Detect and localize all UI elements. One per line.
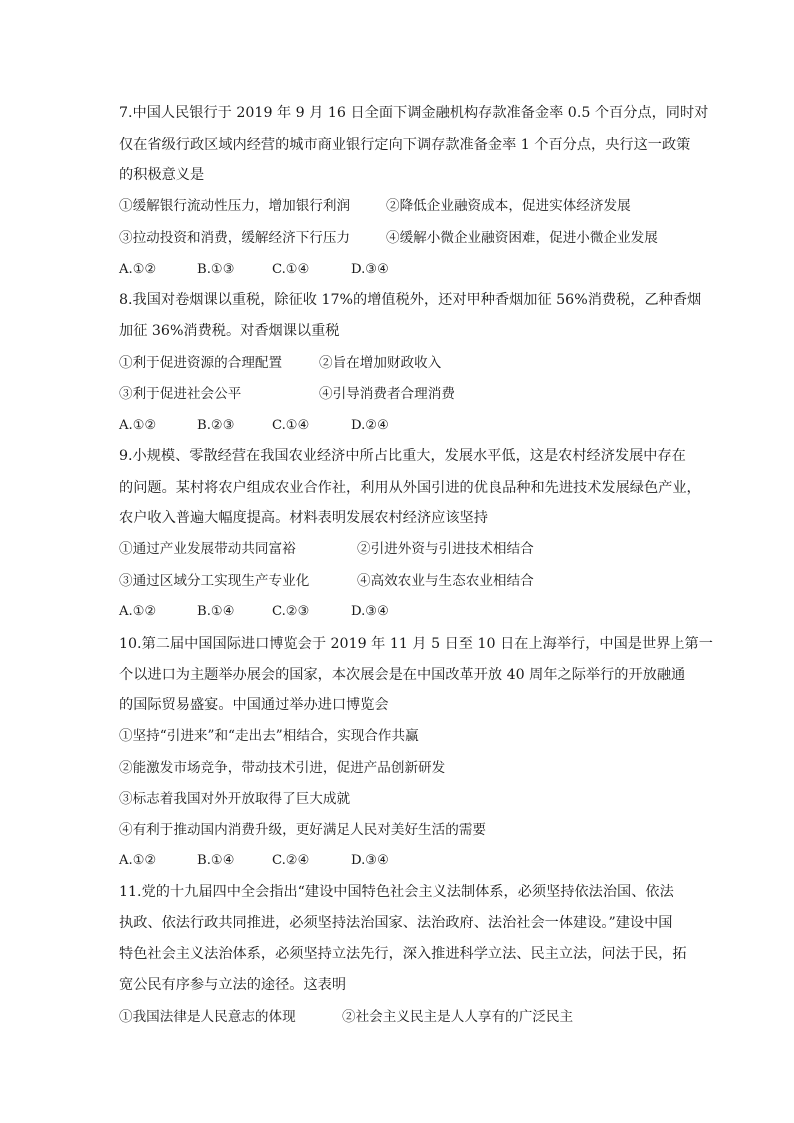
q7-answer-a: A.①② bbox=[119, 262, 157, 277]
q8-answer-c: C.①④ bbox=[272, 418, 310, 433]
q11-option-row-1 bbox=[119, 1009, 679, 1025]
q7-answer-row bbox=[119, 262, 679, 278]
q10-answer-a: A.①② bbox=[119, 853, 157, 868]
q9-answer-b: B.①④ bbox=[197, 604, 235, 619]
q8-option-4: ④引导消费者合理消费 bbox=[319, 386, 455, 402]
q11-stem-line-2: 执政、依法行政共同推进，必须坚持法治国家、法治政府、法治社会一体建设。”建设中国 bbox=[119, 915, 673, 931]
q11-option-1: ①我国法律是人民意志的体现 bbox=[119, 1009, 296, 1025]
q10-option-4: ④有利于推动国内消费升级，更好满足人民对美好生活的需要 bbox=[119, 822, 487, 838]
q9-answer-d: D.③④ bbox=[351, 604, 389, 619]
q10-answer-row bbox=[119, 853, 679, 869]
q10-answer-b: B.①④ bbox=[197, 853, 235, 868]
q7-answer-d: D.③④ bbox=[351, 262, 389, 277]
q7-option-3: ③拉动投资和消费，缓解经济下行压力 bbox=[119, 230, 351, 246]
q10-answer-c: C.②④ bbox=[272, 853, 310, 868]
q8-answer-row bbox=[119, 418, 679, 434]
q10-option-3: ③标志着我国对外开放取得了巨大成就 bbox=[119, 791, 351, 807]
q11-stem-line-4: 宽公民有序参与立法的途径。这表明 bbox=[119, 977, 347, 993]
q7-option-row-2 bbox=[119, 230, 679, 246]
q7-option-row-1 bbox=[119, 198, 679, 214]
q8-option-3: ③利于促进社会公平 bbox=[119, 386, 242, 402]
q9-stem-line-3: 农户收入普遍大幅度提高。材料表明发展农村经济应该坚持 bbox=[119, 510, 488, 526]
q10-option-2: ②能激发市场竞争，带动技术引进，促进产品创新研发 bbox=[119, 760, 446, 776]
q8-answer-b: B.②③ bbox=[197, 418, 235, 433]
q8-stem-line-2: 加征 36%消费税。对香烟课以重税 bbox=[119, 323, 340, 339]
q8-answer-d: D.②④ bbox=[351, 418, 389, 433]
q10-stem-line-2: 个以进口为主题举办展会的国家，本次展会是在中国改革开放 40 周年之际举行的开放融通 bbox=[119, 667, 686, 683]
q7-stem-line-1: 7.中国人民银行于 2019 年 9 月 16 日全面下调金融机构存款准备金率 0.5 个百分点，同时对 bbox=[119, 105, 709, 121]
q11-option-2: ②社会主义民主是人人享有的广泛民主 bbox=[342, 1009, 574, 1025]
q10-option-1: ①坚持“引进来”和“走出去”相结合，实现合作共赢 bbox=[119, 728, 419, 744]
q8-stem-line-1: 8.我国对卷烟课以重税，除征收 17%的增值税外，还对甲种香烟加征 56%消费税，乙种香烟 bbox=[119, 292, 702, 308]
q7-answer-c: C.①④ bbox=[272, 262, 310, 277]
q7-stem-line-2: 仅在省级行政区域内经营的城市商业银行定向下调存款准备金率 1 个百分点，央行这一政策 bbox=[119, 137, 691, 153]
q10-stem-line-3: 的国际贸易盛宴。中国通过举办进口博览会 bbox=[119, 697, 389, 713]
q7-stem-line-3: 的积极意义是 bbox=[119, 167, 205, 183]
q9-answer-a: A.①② bbox=[119, 604, 157, 619]
q9-option-4: ④高效农业与生态农业相结合 bbox=[357, 573, 534, 589]
q7-option-2: ②降低企业融资成本，促进实体经济发展 bbox=[386, 198, 631, 214]
q9-answer-c: C.②③ bbox=[272, 604, 310, 619]
q7-option-4: ④缓解小微企业融资困难，促进小微企业发展 bbox=[386, 230, 658, 246]
q9-option-row-2 bbox=[119, 573, 679, 589]
q7-answer-b: B.①③ bbox=[197, 262, 235, 277]
q8-option-row-2 bbox=[119, 386, 679, 402]
q10-stem-line-1: 10.第二届中国国际进口博览会于 2019 年 11 月 5 日至 10 日在上海举行，中国是世界上第一 bbox=[119, 636, 713, 652]
q8-option-1: ①利于促进资源的合理配置 bbox=[119, 355, 283, 371]
q8-option-2: ②旨在增加财政收入 bbox=[319, 355, 442, 371]
q10-answer-d: D.③④ bbox=[351, 853, 389, 868]
q11-stem-line-3: 特色社会主义法治体系，必须坚持立法先行，深入推进科学立法、民主立法，问法于民，拓 bbox=[119, 946, 687, 962]
q8-answer-a: A.①② bbox=[119, 418, 157, 433]
q9-option-2: ②引进外资与引进技术相结合 bbox=[357, 541, 534, 557]
q9-stem-line-1: 9.小规模、零散经营在我国农业经济中所占比重大，发展水平低，这是农村经济发展中存在 bbox=[119, 448, 686, 464]
q9-option-row-1 bbox=[119, 541, 679, 557]
q7-option-1: ①缓解银行流动性压力，增加银行利润 bbox=[119, 198, 351, 214]
q9-option-1: ①通过产业发展带动共同富裕 bbox=[119, 541, 296, 557]
q9-stem-line-2: 的问题。某村将农户组成农业合作社，利用从外国引进的优良品种和先进技术发展绿色产业， bbox=[119, 480, 701, 496]
q9-option-3: ③通过区域分工实现生产专业化 bbox=[119, 573, 310, 589]
q9-answer-row bbox=[119, 604, 679, 620]
q8-option-row-1 bbox=[119, 355, 679, 371]
q11-stem-line-1: 11.党的十九届四中全会指出“建设中国特色社会主义法制体系，必须坚持依法治国、依法 bbox=[119, 884, 674, 900]
